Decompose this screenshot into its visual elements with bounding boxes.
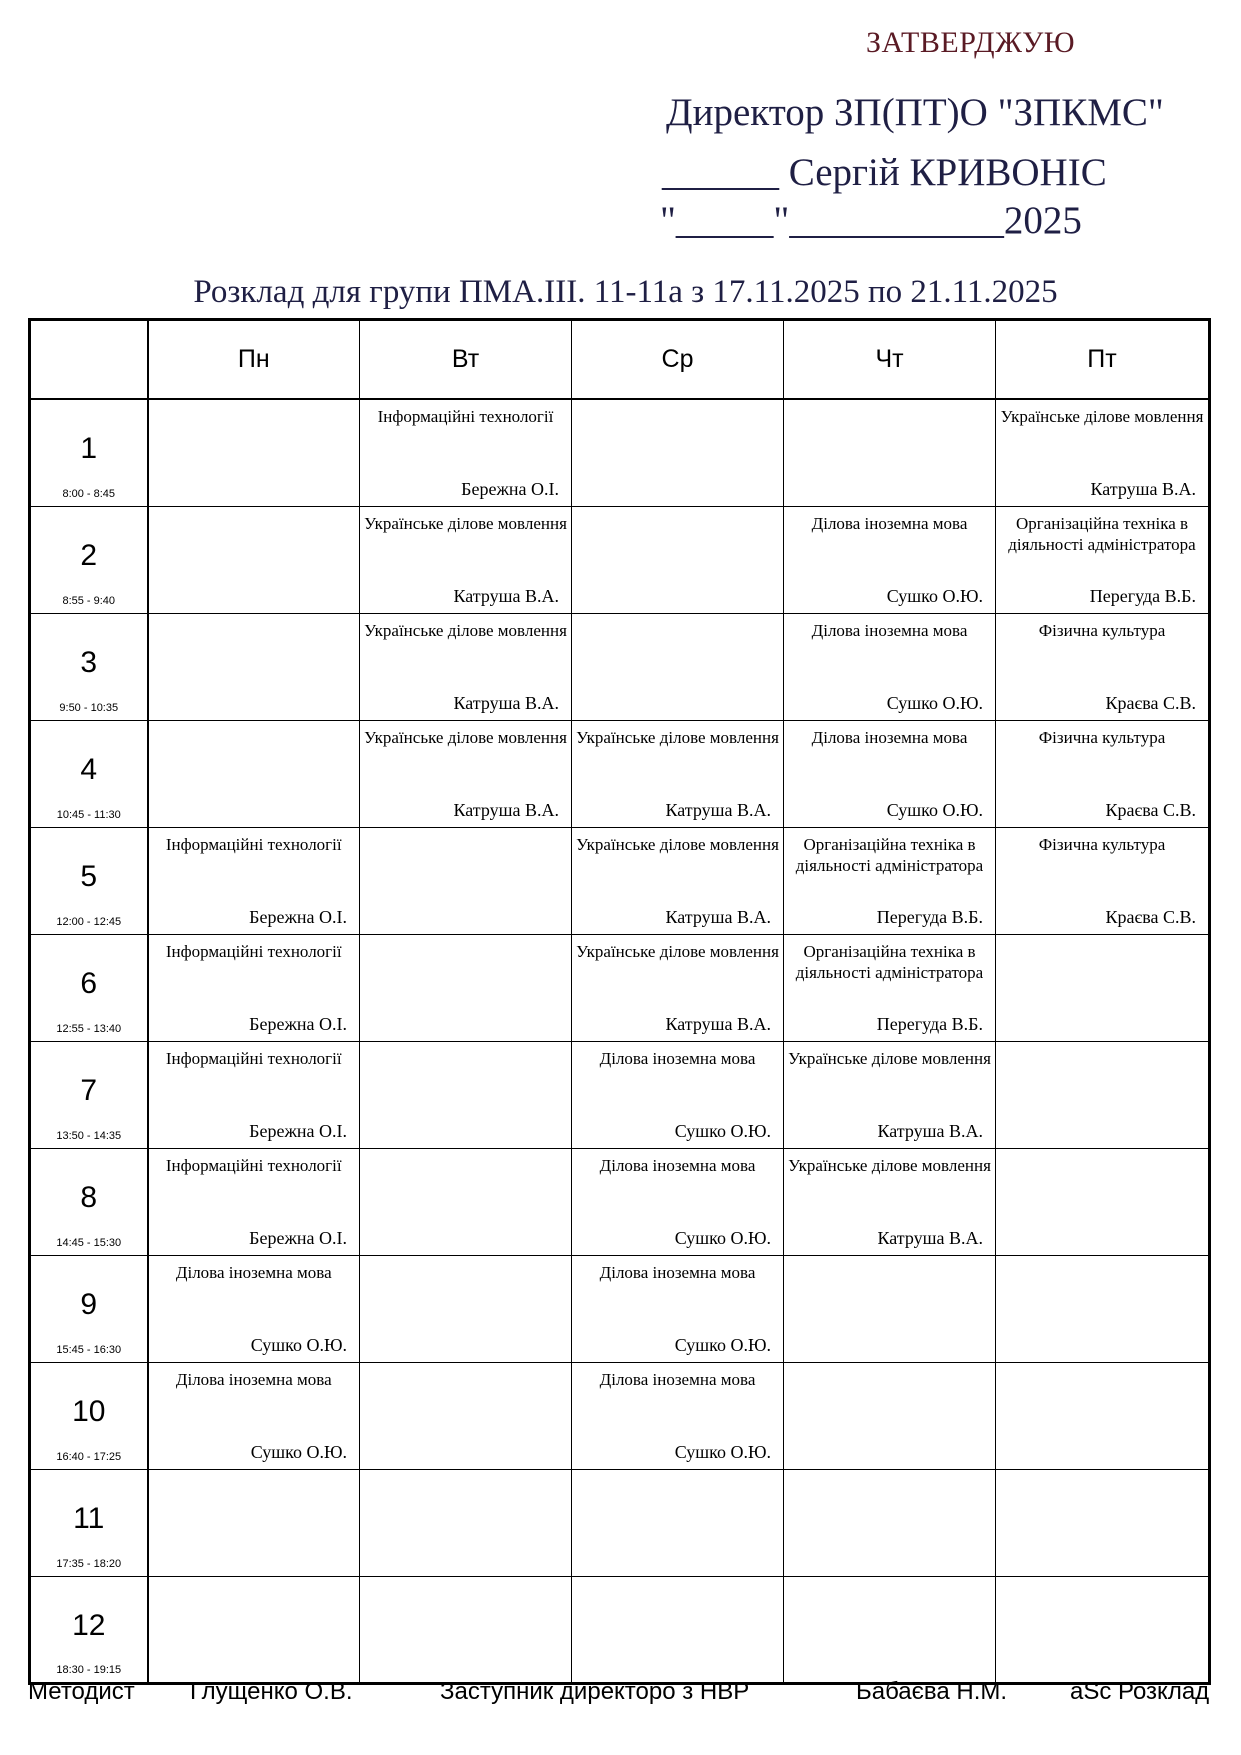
lesson-cell [148, 827, 360, 934]
lesson-teacher: Катруша В.А. [877, 1227, 983, 1248]
lesson-cell [148, 399, 360, 506]
period-cell [30, 1041, 148, 1148]
lesson-cell [572, 1576, 784, 1683]
period-row [30, 1148, 1210, 1255]
lesson-cell [360, 1576, 572, 1683]
lesson-subject: Українське ділове мовлення [576, 941, 779, 961]
period-row [30, 613, 1210, 720]
lesson-cell [996, 934, 1210, 1041]
period-cell [30, 934, 148, 1041]
day-header: Вт [360, 320, 572, 400]
lesson-subject: Фізична культура [1038, 620, 1166, 640]
lesson-cell [572, 399, 784, 506]
schedule-table [28, 318, 1211, 1685]
period-number: 5 [80, 859, 98, 893]
corner-cell [30, 320, 148, 400]
lesson-cell [996, 1362, 1210, 1469]
lesson-subject: Ділова іноземна мова [599, 1155, 756, 1175]
lesson-cell [572, 506, 784, 613]
lesson-subject: Інформаційні технології [165, 1048, 342, 1068]
lesson-teacher: Сушко О.Ю. [886, 799, 983, 820]
lesson-subject: Українське ділове мовлення [364, 620, 567, 640]
lesson-teacher: Краєва С.В. [1105, 906, 1196, 927]
lesson-subject: Організаційна техніка в діяльності адміністратора [1008, 513, 1196, 554]
period-time: 10:45 - 11:30 [56, 808, 121, 821]
day-header: Ср [572, 320, 784, 400]
lesson-subject: Організаційна техніка в діяльності адміністратора [795, 834, 984, 875]
period-number: 11 [73, 1501, 105, 1535]
lesson-teacher: Бережна О.І. [249, 1120, 347, 1141]
lesson-cell [996, 1469, 1210, 1576]
lesson-cell [148, 613, 360, 720]
lesson-cell [784, 399, 996, 506]
period-number: 6 [80, 966, 98, 1000]
lesson-cell [148, 1469, 360, 1576]
period-row [30, 934, 1210, 1041]
lesson-subject: Ділова іноземна мова [175, 1262, 332, 1282]
period-number: 4 [80, 752, 98, 786]
lesson-cell [996, 720, 1210, 827]
lesson-teacher: Сушко О.Ю. [674, 1441, 771, 1462]
day-header-row [30, 320, 1210, 400]
lesson-cell [996, 1255, 1210, 1362]
period-cell [30, 827, 148, 934]
lesson-subject: Інформаційні технології [165, 941, 342, 961]
period-cell [30, 1255, 148, 1362]
date-line: "_____"___________2025 [660, 199, 1082, 242]
lesson-subject: Ділова іноземна мова [811, 620, 968, 640]
lesson-cell [572, 613, 784, 720]
lesson-teacher: Сушко О.Ю. [674, 1227, 771, 1248]
lesson-teacher: Краєва С.В. [1105, 799, 1196, 820]
lesson-subject: Інформаційні технології [165, 834, 342, 854]
lesson-teacher: Сушко О.Ю. [250, 1334, 347, 1355]
lesson-teacher: Бережна О.І. [461, 478, 559, 499]
period-time: 14:45 - 15:30 [56, 1236, 122, 1249]
lesson-cell [148, 1362, 360, 1469]
lesson-subject: Ділова іноземна мова [599, 1369, 756, 1389]
period-row [30, 827, 1210, 934]
methodist-label: Методист [28, 1678, 135, 1705]
lesson-teacher: Бережна О.І. [249, 906, 347, 927]
lesson-teacher: Перегуда В.Б. [1089, 585, 1196, 606]
lesson-teacher: Катруша В.А. [665, 799, 771, 820]
period-cell [30, 613, 148, 720]
lesson-cell [996, 613, 1210, 720]
period-number: 9 [80, 1287, 98, 1321]
period-cell [30, 1362, 148, 1469]
lesson-subject: Інформаційні технології [165, 1155, 342, 1175]
lesson-cell [360, 1041, 572, 1148]
lesson-teacher: Перегуда В.Б. [876, 1013, 983, 1034]
period-cell [30, 1576, 148, 1683]
lesson-subject: Ділова іноземна мова [811, 727, 968, 747]
period-cell [30, 399, 148, 506]
lesson-cell [148, 1576, 360, 1683]
period-number: 8 [80, 1180, 98, 1214]
lesson-cell [996, 1148, 1210, 1255]
period-number: 1 [80, 432, 98, 465]
approve-heading: ЗАТВЕРДЖУЮ [866, 26, 1076, 59]
lesson-teacher: Сушко О.Ю. [886, 585, 983, 606]
lesson-cell [148, 1255, 360, 1362]
period-number: 10 [72, 1394, 106, 1428]
lesson-cell [996, 1041, 1210, 1148]
lesson-teacher: Катруша В.А. [877, 1120, 983, 1141]
period-time: 8:55 - 9:40 [62, 594, 116, 607]
period-row [30, 506, 1210, 613]
period-row [30, 1576, 1210, 1683]
day-header: Пн [148, 320, 360, 400]
period-row [30, 1362, 1210, 1469]
schedule-title: Розклад для групи ПМА.ІІІ. 11-11а з 17.11.2025 по 21.11.2025 [193, 274, 1058, 310]
lesson-subject: Фізична культура [1038, 834, 1166, 854]
period-number: 2 [80, 538, 98, 572]
lesson-cell [572, 1255, 784, 1362]
period-time: 8:00 - 8:45 [62, 487, 116, 500]
lesson-cell [360, 934, 572, 1041]
lesson-cell [360, 827, 572, 934]
period-row [30, 1469, 1210, 1576]
software-credit: aSc Розклад [1070, 1678, 1210, 1705]
lesson-subject: Інформаційні технології [377, 407, 554, 426]
lesson-cell [784, 506, 996, 613]
lesson-cell [148, 1148, 360, 1255]
lesson-teacher: Сушко О.Ю. [250, 1441, 347, 1462]
period-time: 15:45 - 16:30 [56, 1343, 122, 1356]
period-row [30, 399, 1210, 506]
period-cell [30, 506, 148, 613]
lesson-cell [784, 1362, 996, 1469]
lesson-cell [784, 1469, 996, 1576]
day-header: Чт [784, 320, 996, 400]
lesson-cell [784, 613, 996, 720]
lesson-cell [784, 720, 996, 827]
lesson-subject: Ділова іноземна мова [599, 1262, 756, 1282]
deputy-label: Заступник директоро з НВР [440, 1678, 750, 1705]
lesson-cell [360, 399, 572, 506]
lesson-teacher: Перегуда В.Б. [876, 906, 983, 927]
lesson-teacher: Сушко О.Ю. [886, 692, 983, 713]
lesson-cell [360, 506, 572, 613]
lesson-cell [572, 1148, 784, 1255]
lesson-subject: Ділова іноземна мова [599, 1048, 756, 1068]
lesson-cell [572, 827, 784, 934]
lesson-cell [784, 827, 996, 934]
lesson-subject: Ділова іноземна мова [175, 1369, 332, 1389]
lesson-cell [784, 1041, 996, 1148]
lesson-cell [572, 1469, 784, 1576]
lesson-teacher: Катруша В.А. [665, 1013, 771, 1034]
period-cell [30, 1469, 148, 1576]
lesson-teacher: Бережна О.І. [249, 1013, 347, 1034]
signature-line: ______ Сергій КРИВОНІС [662, 151, 1107, 194]
lesson-cell [360, 1148, 572, 1255]
schedule-body [30, 399, 1210, 1683]
lesson-teacher: Бережна О.І. [249, 1227, 347, 1248]
lesson-teacher: Катруша В.А. [1090, 478, 1196, 499]
period-time: 16:40 - 17:25 [56, 1450, 122, 1463]
lesson-subject: Організаційна техніка в діяльності адміністратора [795, 941, 984, 982]
lesson-cell [360, 720, 572, 827]
period-row [30, 720, 1210, 827]
lesson-teacher: Катруша В.А. [453, 799, 559, 820]
period-time: 9:50 - 10:35 [59, 701, 119, 714]
lesson-subject: Українське ділове мовлення [788, 1155, 991, 1175]
period-cell [30, 720, 148, 827]
lesson-subject: Українське ділове мовлення [364, 513, 567, 533]
period-time: 18:30 - 19:15 [56, 1663, 122, 1676]
deputy-name: Бабаєва Н.М. [856, 1678, 1008, 1705]
lesson-teacher: Сушко О.Ю. [674, 1334, 771, 1355]
lesson-subject: Українське ділове мовлення [576, 834, 779, 854]
period-cell [30, 1148, 148, 1255]
lesson-subject: Українське ділове мовлення [364, 727, 567, 747]
lesson-cell [996, 506, 1210, 613]
lesson-cell [360, 1362, 572, 1469]
period-time: 12:55 - 13:40 [56, 1022, 122, 1035]
period-time: 12:00 - 12:45 [56, 915, 122, 928]
lesson-cell [360, 613, 572, 720]
lesson-subject: Фізична культура [1038, 727, 1166, 747]
period-number: 3 [80, 645, 98, 679]
lesson-cell [360, 1255, 572, 1362]
lesson-cell [148, 720, 360, 827]
lesson-cell [996, 1576, 1210, 1683]
lesson-subject: Українське ділове мовлення [788, 1048, 991, 1068]
lesson-subject: Українське ділове мовлення [1000, 407, 1204, 426]
lesson-teacher: Катруша В.А. [453, 585, 559, 606]
lesson-cell [784, 1148, 996, 1255]
period-time: 13:50 - 14:35 [56, 1129, 122, 1142]
lesson-cell [360, 1469, 572, 1576]
lesson-teacher: Катруша В.А. [665, 906, 771, 927]
lesson-teacher: Краєва С.В. [1105, 692, 1196, 713]
lesson-cell [784, 1255, 996, 1362]
lesson-cell [148, 1041, 360, 1148]
lesson-teacher: Сушко О.Ю. [674, 1120, 771, 1141]
lesson-cell [996, 399, 1210, 506]
period-number: 7 [80, 1073, 98, 1107]
period-row [30, 1255, 1210, 1362]
day-header: Пт [996, 320, 1210, 400]
methodist-name: Глущенко О.В. [190, 1678, 353, 1705]
lesson-cell [572, 934, 784, 1041]
lesson-cell [784, 934, 996, 1041]
period-time: 17:35 - 18:20 [56, 1557, 122, 1570]
period-number: 12 [72, 1608, 106, 1642]
lesson-cell [572, 1041, 784, 1148]
lesson-cell [572, 1362, 784, 1469]
director-title: Директор ЗП(ПТ)О "ЗПКМС" [666, 91, 1164, 134]
lesson-cell [784, 1576, 996, 1683]
lesson-subject: Ділова іноземна мова [811, 513, 968, 533]
lesson-cell [996, 827, 1210, 934]
lesson-cell [148, 934, 360, 1041]
lesson-cell [148, 506, 360, 613]
lesson-subject: Українське ділове мовлення [576, 727, 779, 747]
lesson-cell [572, 720, 784, 827]
lesson-teacher: Катруша В.А. [453, 692, 559, 713]
period-row [30, 1041, 1210, 1148]
